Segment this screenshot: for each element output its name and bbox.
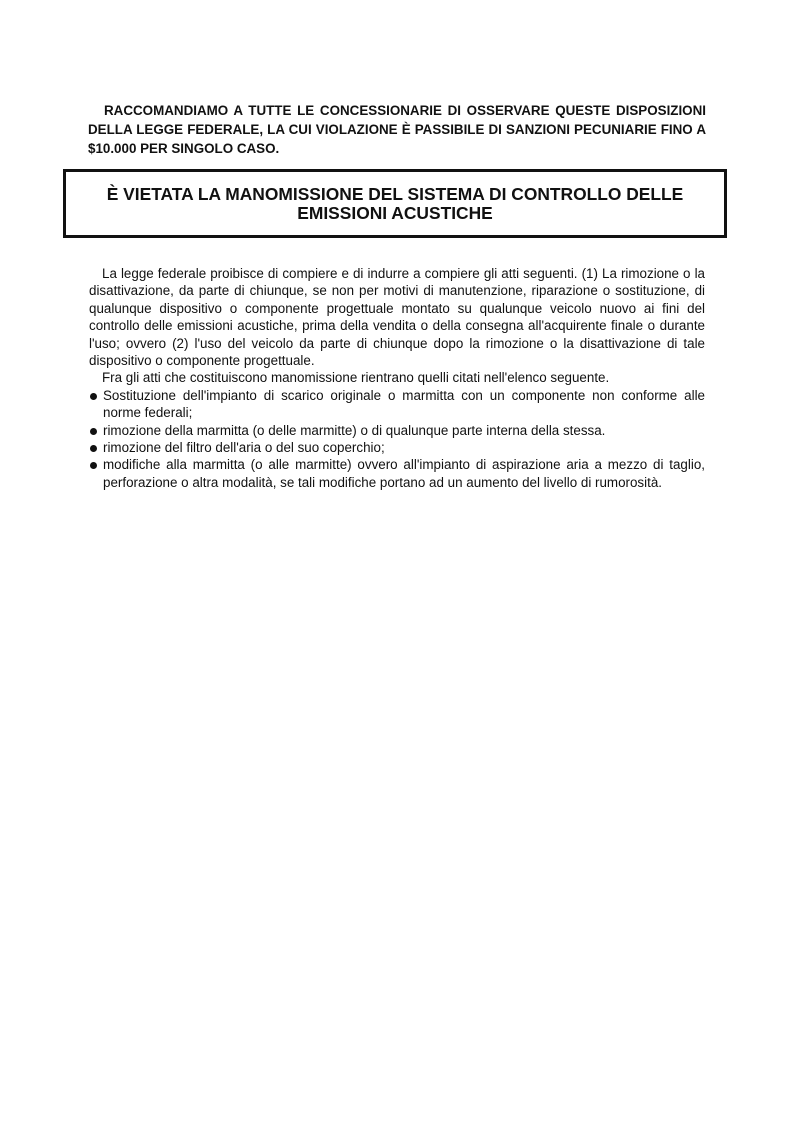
tampering-list [89, 387, 705, 491]
list-item [89, 456, 705, 491]
list-item-text: rimozione della marmitta (o delle marmitte) o di qualunque parte interna della stessa. [103, 422, 606, 438]
list-item [89, 387, 705, 422]
list-item-text: rimozione del filtro dell'aria o del suo coperchio; [103, 440, 385, 456]
bullet-icon [90, 462, 97, 469]
bullet-icon [90, 393, 97, 400]
bullet-icon [90, 445, 97, 452]
body-text [89, 265, 705, 491]
bullet-icon [90, 428, 97, 435]
list-item-text: Sostituzione dell'impianto di scarico originale o marmitta con un componente non conforme alle norme federali; [103, 387, 705, 421]
list-item [89, 439, 705, 456]
list-item [89, 422, 705, 439]
warning-box [63, 169, 727, 238]
dealer-notice: RACCOMANDIAMO A TUTTE LE CONCESSIONARIE DI OSSERVARE QUESTE DISPOSIZIONI DELLA LEGGE FEDERALE, LA CUI VIOLAZIONE È PASSIBILE DI SANZIONI PECUNIARIE FINO A $10.000 PER SINGOLO CASO. [88, 103, 706, 156]
warning-title: È VIETATA LA MANOMISSIONE DEL SISTEMA DI CONTROLLO DELLE EMISSIONI ACUSTICHE [106, 183, 684, 223]
intro-paragraph: La legge federale proibisce di compiere e di indurre a compiere gli atti seguenti. (1) La rimozione o la disattivazione, da parte di chiunque, se non per motivi di manutenzione, riparazione o sostituzione, di qualunque dispositivo o componente progettuale montato su qualunque veicolo nuovo ai fini del controllo delle emissioni acustiche, prima della vendita o della consegna all'acquirente finale o durante l'uso; ovvero (2) l'uso del veicolo da parte di chiunque dopo la rimozione o la disattivazione di tale dispositivo o componente progettuale. [89, 266, 705, 369]
list-item-text: modifiche alla marmitta (o alle marmitte) ovvero all'impianto di aspirazione aria a mezzo di taglio, perforazione o altra modalità, se tali modifiche portano ad un aumento del livello di rumorosità. [103, 457, 705, 490]
list-intro-paragraph: Fra gli atti che costituiscono manomissione rientrano quelli citati nell'elenco seguente. [102, 370, 610, 386]
